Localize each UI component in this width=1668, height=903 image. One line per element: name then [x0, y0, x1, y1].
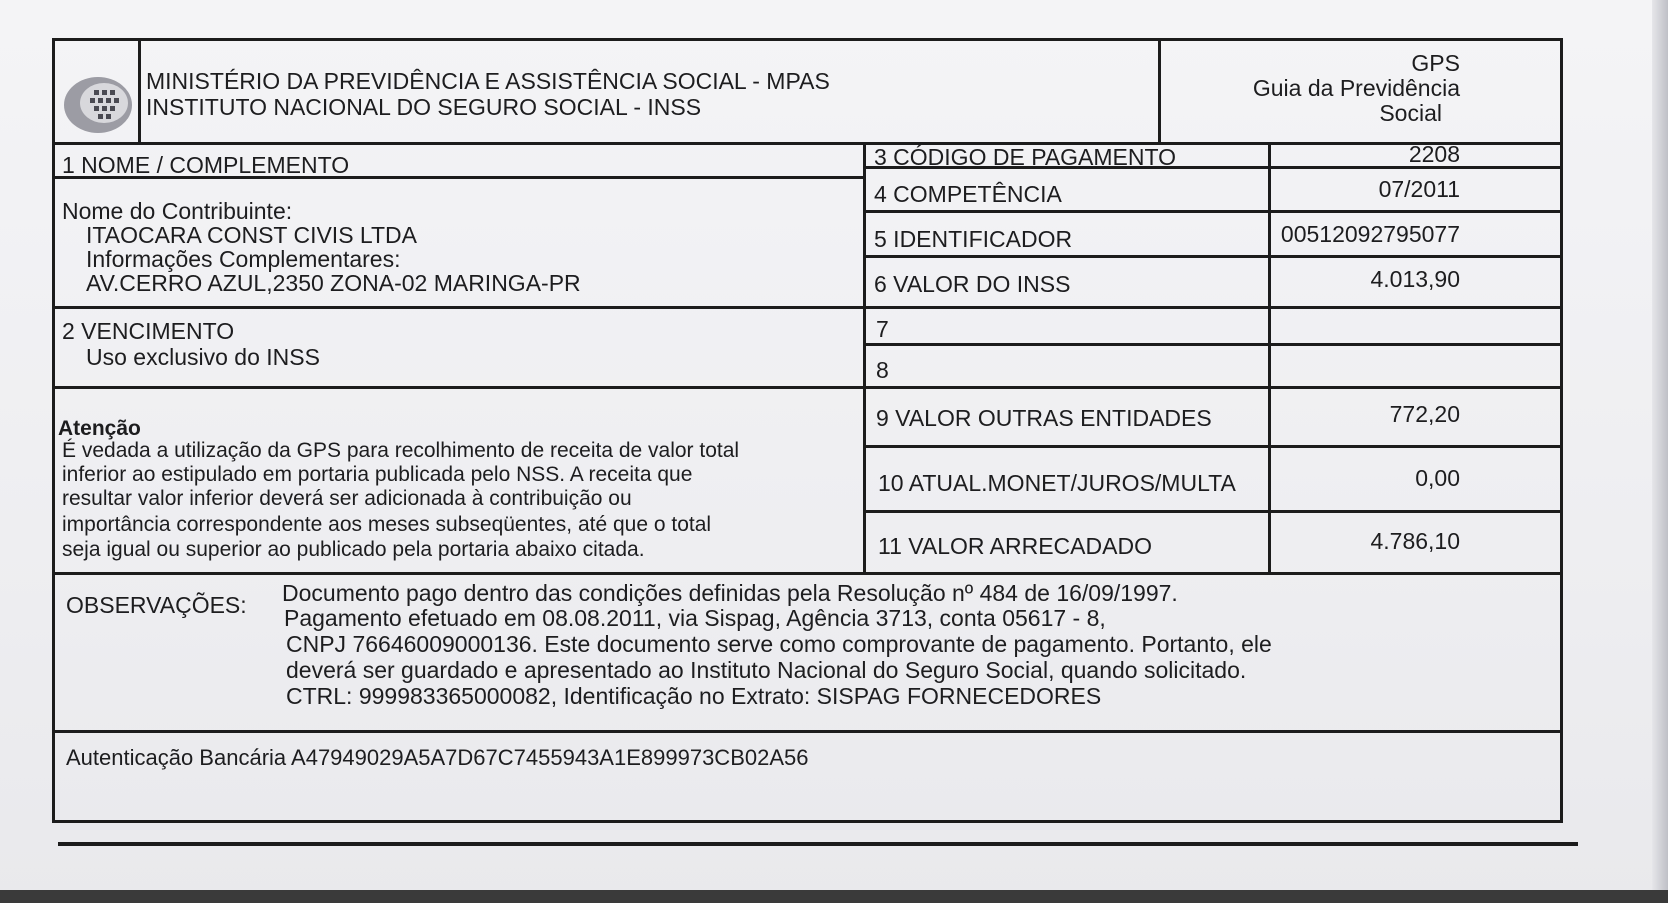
- field7-label: 7: [876, 316, 889, 342]
- field10-label: 10 ATUAL.MONET/JUROS/MULTA: [878, 470, 1236, 496]
- contributor-name: ITAOCARA CONST CIVIS LTDA: [86, 222, 418, 248]
- complementary-info-label: Informações Complementares:: [86, 246, 401, 272]
- field5-label: 5 IDENTIFICADOR: [874, 226, 1073, 252]
- field5-divider: [863, 255, 1563, 258]
- field3-value: 2208: [1408, 141, 1460, 167]
- gps-title: GPS: [1411, 50, 1460, 76]
- gps-divider: [1158, 38, 1161, 145]
- field6-value: 4.013,90: [1370, 266, 1460, 292]
- field9-divider: [863, 445, 1563, 448]
- inss-logo: [58, 70, 138, 140]
- field7-divider: [863, 343, 1563, 346]
- attention-line1: É vedada a utilização da GPS para recolhimento de receita de valor total: [62, 439, 740, 462]
- attention-line5: seja igual ou superior ao publicado pela portaria abaixo citada.: [62, 538, 645, 561]
- attention-line2: inferior ao estipulado em portaria publicada pelo NSS. A receita que: [62, 463, 693, 486]
- field8-label: 8: [876, 357, 889, 383]
- paper-edge: [1652, 0, 1668, 903]
- field6-label: 6 VALOR DO INSS: [874, 271, 1071, 297]
- field9-label: 9 VALOR OUTRAS ENTIDADES: [876, 405, 1212, 431]
- observations-divider: [52, 730, 1563, 733]
- gps-description-line1: Guia da Previdência: [1252, 75, 1460, 101]
- observations-label: OBSERVAÇÕES:: [66, 592, 247, 618]
- header-divider: [52, 142, 1563, 145]
- field2-label: 2 VENCIMENTO: [62, 318, 235, 344]
- institute-title: INSTITUTO NACIONAL DO SEGURO SOCIAL - INSS: [146, 94, 702, 120]
- ministry-title: MINISTÉRIO DA PREVIDÊNCIA E ASSISTÊNCIA SOCIAL - MPAS: [146, 68, 830, 94]
- gps-description-line2: Social: [1379, 100, 1442, 126]
- field4-label: 4 COMPETÊNCIA: [874, 181, 1062, 207]
- contributor-label: Nome do Contribuinte:: [62, 198, 293, 224]
- field8-divider: [52, 386, 1563, 389]
- observations-line3: CNPJ 76646009000136. Este documento serve como comprovante de pagamento. Portanto, ele: [286, 631, 1272, 657]
- logo-divider: [138, 38, 141, 145]
- footer-rule: [58, 842, 1578, 846]
- field3-label: 3 CÓDIGO DE PAGAMENTO: [874, 144, 1177, 170]
- field10-divider: [863, 510, 1563, 513]
- field11-label: 11 VALOR ARRECADADO: [878, 533, 1152, 559]
- field1-label: 1 NOME / COMPLEMENTO: [62, 152, 350, 178]
- field11-value: 4.786,10: [1370, 528, 1460, 554]
- contributor-address: AV.CERRO AZUL,2350 ZONA-02 MARINGA-PR: [86, 270, 581, 296]
- field9-value: 772,20: [1389, 401, 1460, 427]
- field6-divider: [52, 306, 1563, 309]
- attention-line4: importância correspondente aos meses subseqüentes, até que o total: [62, 513, 712, 536]
- center-divider: [863, 142, 866, 574]
- bank-authentication: Autenticação Bancária A47949029A5A7D67C7455943A1E899973CB02A56: [66, 745, 809, 770]
- field11-divider: [52, 572, 1563, 575]
- attention-line3: resultar valor inferior deverá ser adicionada à contribuição ou: [62, 487, 632, 510]
- observations-line2: Pagamento efetuado em 08.08.2011, via Sispag, Agência 3713, conta 05617 - 8,: [284, 605, 1106, 631]
- field5-value: 00512092795077: [1280, 221, 1460, 247]
- field4-value: 07/2011: [1378, 176, 1460, 202]
- scan-shadow: [0, 890, 1668, 903]
- attention-title: Atenção: [58, 417, 141, 440]
- field4-divider: [863, 210, 1563, 213]
- field2-value: Uso exclusivo do INSS: [86, 344, 320, 370]
- observations-line1: Documento pago dentro das condições definidas pela Resolução nº 484 de 16/09/1997.: [282, 580, 1178, 606]
- observations-line5: CTRL: 999983365000082, Identificação no Extrato: SISPAG FORNECEDORES: [286, 683, 1102, 709]
- field10-value: 0,00: [1415, 465, 1460, 491]
- value-divider: [1268, 142, 1271, 574]
- observations-line4: deverá ser guardado e apresentado ao Instituto Nacional do Seguro Social, quando solicitado.: [286, 657, 1247, 683]
